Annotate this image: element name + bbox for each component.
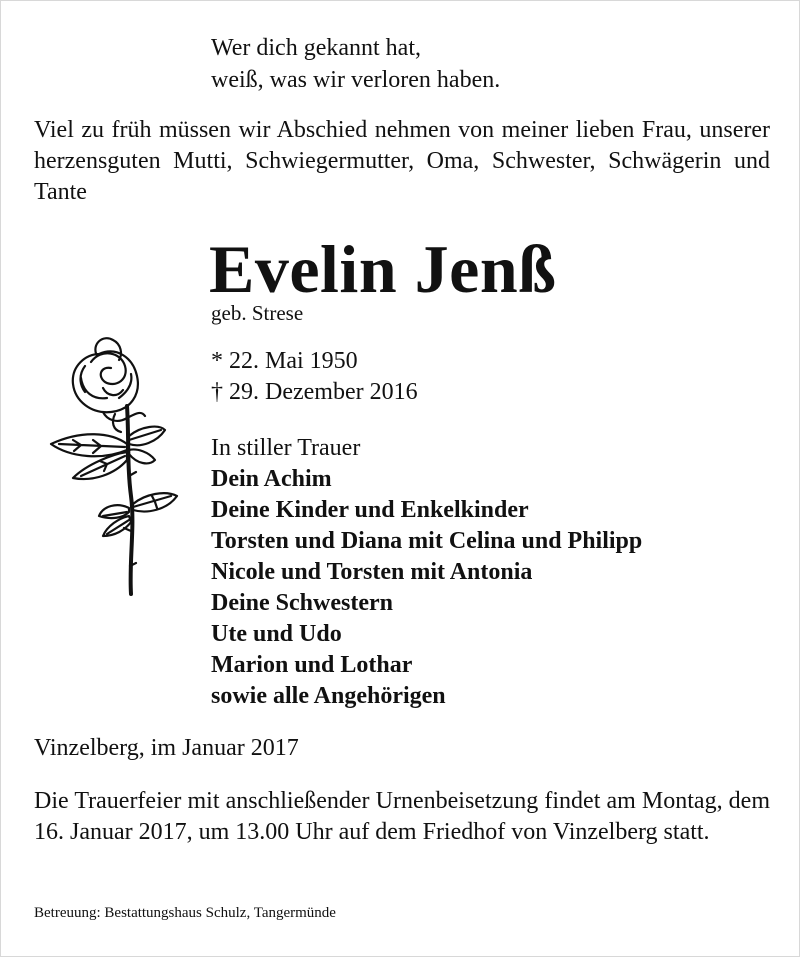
mourner-line: Ute und Udo bbox=[211, 621, 342, 647]
life-dates bbox=[211, 346, 418, 408]
mourners-block bbox=[211, 433, 642, 712]
ceremony-text: Die Trauerfeier mit anschließender Urnenbeisetzung findet am Montag, dem 16. Januar 2017, um 13.00 Uhr auf dem Friedhof von Vinzelberg statt. bbox=[34, 788, 770, 845]
deceased-name: Evelin Jenß bbox=[209, 231, 557, 307]
mourner-line: Torsten und Diana mit Celina und Philipp bbox=[211, 528, 643, 554]
mourner-line: sowie alle Angehörigen bbox=[211, 683, 446, 709]
birth-name: geb. Strese bbox=[211, 301, 304, 325]
birth-date: * 22. Mai 1950 bbox=[211, 348, 358, 374]
motto-line-2: weiß, was wir verloren haben. bbox=[211, 67, 501, 93]
motto-line-1: Wer dich gekannt hat, bbox=[211, 35, 421, 61]
motto bbox=[211, 32, 500, 96]
rose-icon bbox=[41, 326, 181, 601]
death-date: † 29. Dezember 2016 bbox=[211, 379, 418, 405]
mourner-line: Deine Kinder und Enkelkinder bbox=[211, 497, 529, 523]
mourner-line: Deine Schwestern bbox=[211, 590, 393, 616]
mourner-line: Marion und Lothar bbox=[211, 652, 413, 678]
funeral-home-credit: Betreuung: Bestattungshaus Schulz, Tangermünde bbox=[34, 905, 336, 921]
mourner-line: Nicole und Torsten mit Antonia bbox=[211, 559, 533, 585]
mourning-heading: In stiller Trauer bbox=[211, 435, 361, 461]
place-date: Vinzelberg, im Januar 2017 bbox=[34, 735, 299, 761]
intro-text: Viel zu früh müssen wir Abschied nehmen von meiner lieben Frau, unserer herzensguten Mutti, Schwiegermutter, Oma, Schwester, Schwägerin und Tante bbox=[34, 117, 770, 205]
mourner-line: Dein Achim bbox=[211, 466, 332, 492]
